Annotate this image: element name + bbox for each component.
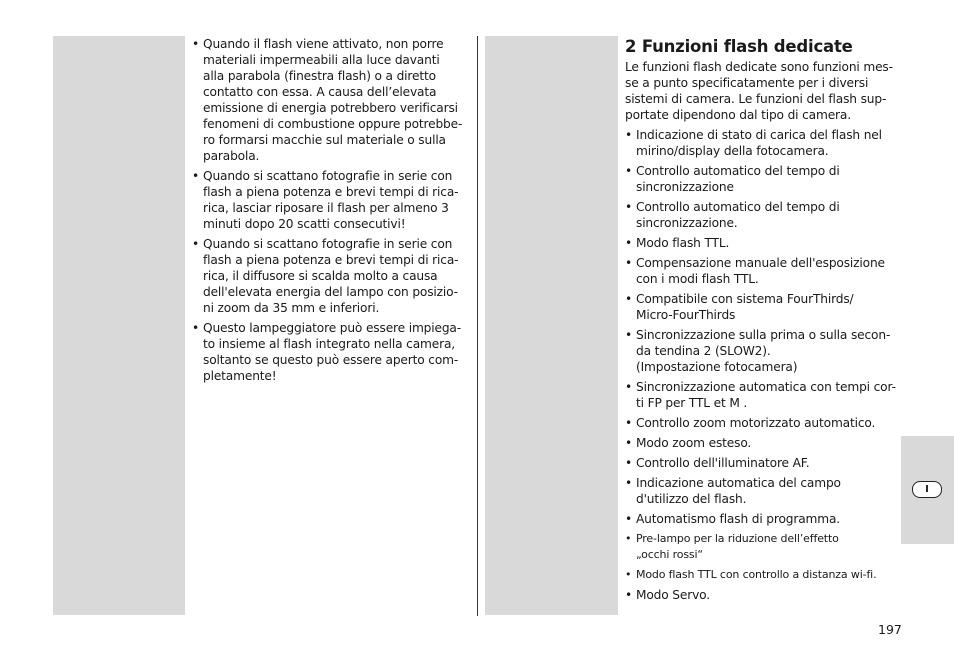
- left-text-column: [192, 36, 472, 388]
- left-margin-panel: [53, 36, 185, 615]
- text-line: d'utilizzo del flash.: [636, 492, 747, 506]
- text-line: rica, il diffusore si scalda molto a causa: [203, 269, 438, 283]
- list-item: [625, 531, 897, 563]
- intro-paragraph: [625, 59, 897, 123]
- list-item: [192, 236, 472, 316]
- text-line: • Compensazione manuale dell'esposizione: [636, 256, 885, 270]
- left-bullet-list: [192, 36, 472, 384]
- text-line: • Quando il flash viene attivato, non porre: [203, 37, 444, 51]
- text-line: • Controllo zoom motorizzato automatico.: [636, 416, 876, 430]
- text-line: • Controllo automatico del tempo di: [636, 200, 840, 214]
- text-line: Micro-FourThirds: [636, 308, 736, 322]
- text-line: pletamente!: [203, 369, 277, 383]
- list-item: [625, 455, 897, 471]
- text-line: sistemi di camera. Le funzioni del flash sup-: [625, 92, 887, 106]
- feature-list: [625, 127, 897, 603]
- text-line: • Modo flash TTL con controllo a distanza wi-fi.: [636, 568, 877, 581]
- list-item: [625, 379, 897, 411]
- text-line: con i modi flash TTL.: [636, 272, 759, 286]
- text-line: • Controllo dell'illuminatore AF.: [636, 456, 810, 470]
- text-line: emissione di energia potrebbero verificarsi: [203, 101, 458, 115]
- text-line: • Sincronizzazione sulla prima o sulla secon-: [636, 328, 891, 342]
- text-line: ro formarsi macchie sul materiale o sulla: [203, 133, 446, 147]
- list-item: [625, 435, 897, 451]
- list-item: [625, 327, 897, 375]
- text-line: (Impostazione fotocamera): [636, 360, 798, 374]
- text-line: parabola.: [203, 149, 260, 163]
- text-line: minuti dopo 20 scatti consecutivi!: [203, 217, 406, 231]
- list-item: [192, 168, 472, 232]
- text-line: • Modo flash TTL.: [636, 236, 730, 250]
- column-divider: [477, 36, 478, 616]
- list-item: [625, 127, 897, 159]
- text-line: • Pre-lampo per la riduzione dell’effetto: [636, 532, 839, 545]
- list-item: [625, 587, 897, 603]
- text-line: ti FP per TTL et M .: [636, 396, 748, 410]
- text-line: flash a piena potenza e brevi tempi di rica-: [203, 253, 459, 267]
- text-line: sincronizzazione.: [636, 216, 738, 230]
- text-line: • Compatibile con sistema FourThirds/: [636, 292, 854, 306]
- language-tab: [901, 436, 954, 544]
- text-line: portate dipendono dal tipo di camera.: [625, 108, 851, 122]
- list-item: [625, 163, 897, 195]
- text-line: flash a piena potenza e brevi tempi di rica-: [203, 185, 459, 199]
- list-item: [625, 567, 897, 583]
- text-line: • Indicazione di stato di carica del flash nel: [636, 128, 882, 142]
- list-item: [625, 291, 897, 323]
- text-line: dell'elevata energia del lampo con posizio-: [203, 285, 458, 299]
- text-line: materiali impermeabili alla luce davanti: [203, 53, 440, 67]
- text-line: • Modo Servo.: [636, 588, 710, 602]
- text-line: to insieme al flash integrato nella camera,: [203, 337, 456, 351]
- text-line: ni zoom da 35 mm e inferiori.: [203, 301, 380, 315]
- text-line: • Quando si scattano fotografie in serie con: [203, 237, 453, 251]
- text-line: • Modo zoom esteso.: [636, 436, 752, 450]
- text-line: da tendina 2 (SLOW2).: [636, 344, 771, 358]
- text-line: • Automatismo flash di programma.: [636, 512, 841, 526]
- language-badge: I: [912, 481, 942, 498]
- text-line: se a punto specificatamente per i diversi: [625, 76, 869, 90]
- right-text-column: [625, 37, 897, 607]
- section-heading: 2 Funzioni flash dedicate: [625, 37, 853, 56]
- text-line: Le funzioni flash dedicate sono funzioni mes-: [625, 60, 893, 74]
- text-line: • Sincronizzazione automatica con tempi cor-: [636, 380, 896, 394]
- text-line: rica, lasciar riposare il flash per almeno 3: [203, 201, 449, 215]
- text-line: mirino/display della fotocamera.: [636, 144, 829, 158]
- center-margin-panel: [485, 36, 618, 615]
- list-item: [192, 36, 472, 164]
- text-line: • Questo lampeggiatore può essere impiega-: [203, 321, 461, 335]
- text-line: • Quando si scattano fotografie in serie con: [203, 169, 453, 183]
- list-item: [625, 475, 897, 507]
- list-item: [192, 320, 472, 384]
- list-item: [625, 235, 897, 251]
- list-item: [625, 511, 897, 527]
- text-line: • Controllo automatico del tempo di: [636, 164, 840, 178]
- list-item: [625, 199, 897, 231]
- text-line: sincronizzazione: [636, 180, 734, 194]
- page-number: 197: [878, 622, 902, 637]
- text-line: soltanto se questo può essere aperto com-: [203, 353, 459, 367]
- list-item: [625, 415, 897, 431]
- text-line: „occhi rossi“: [636, 548, 703, 561]
- text-line: • Indicazione automatica del campo: [636, 476, 841, 490]
- text-line: alla parabola (finestra flash) o a diretto: [203, 69, 436, 83]
- text-line: contatto con essa. A causa dell’elevata: [203, 85, 437, 99]
- list-item: [625, 255, 897, 287]
- text-line: fenomeni di combustione oppure potrebbe-: [203, 117, 463, 131]
